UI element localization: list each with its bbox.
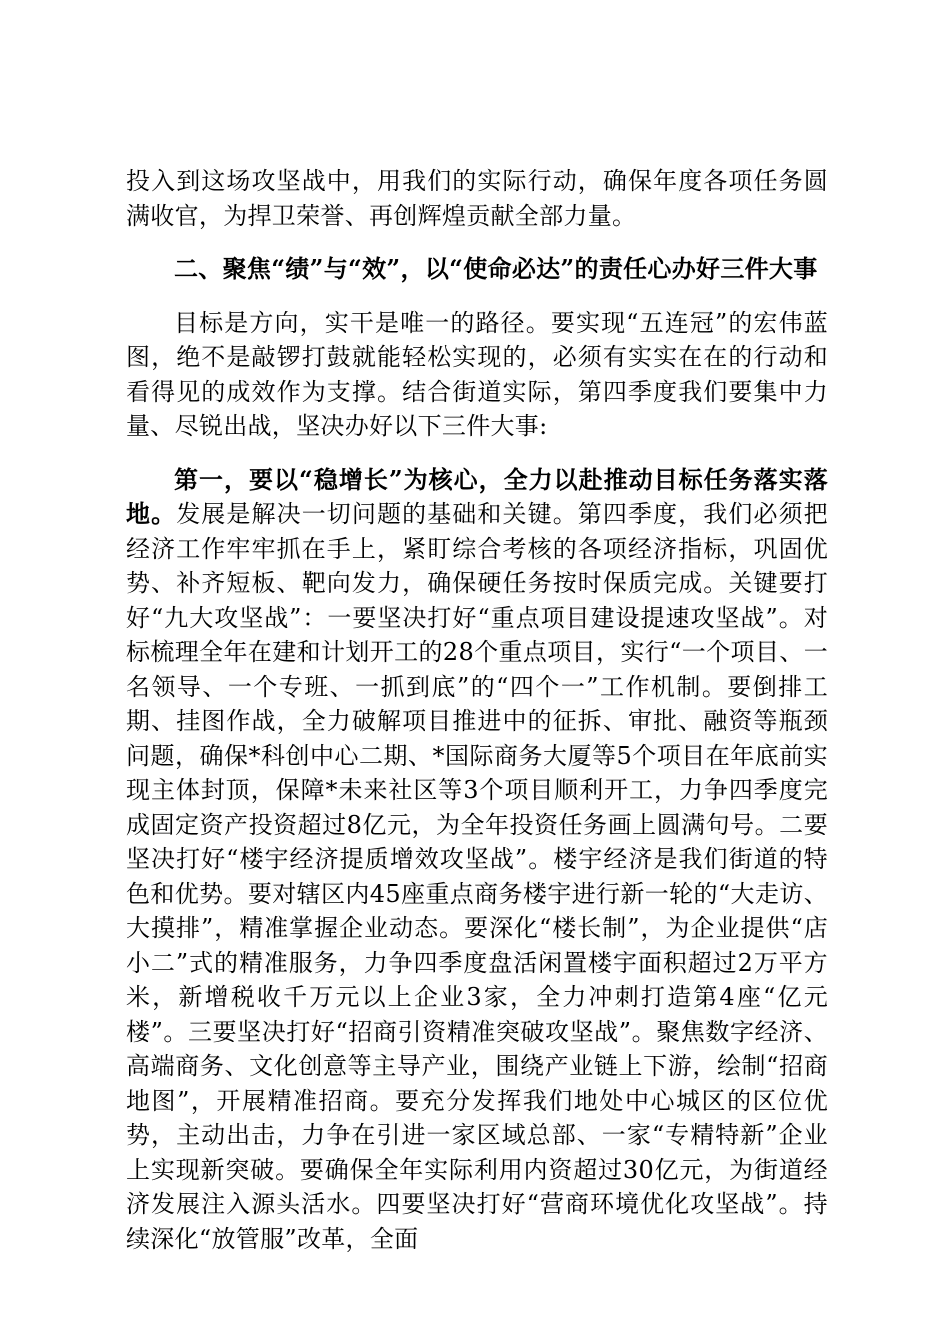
- paragraph-point-one: [126, 463, 828, 1257]
- point-one-body: 发展是解决一切问题的基础和关键。第四季度，我们必须把经济工作牢牢抓在手上，紧盯综合考核的各项经济指标，巩固优势、补齐短板、靶向发力，确保硬任务按时保质完成。关键要打好“九大攻坚战”：一要坚决打好“重点项目建设提速攻坚战”。对标梳理全年在建和计划开工的28个重点项目，实行“一个项目、一名领导、一个专班、一抓到底”的“四个一”工作机制。要倒排工期、挂图作战，全力破解项目推进中的征拆、审批、融资等瓶颈问题，确保*科创中心二期、*国际商务大厦等5个项目在年底前实现主体封顶，保障*未来社区等3个项目顺利开工，力争四季度完成固定资产投资超过8亿元，为全年投资任务画上圆满句号。二要坚决打好“楼宇经济提质增效攻坚战”。楼宇经济是我们街道的特色和优势。要对辖区内45座重点商务楼宇进行新一轮的“大走访、大摸排”，精准掌握企业动态。要深化“楼长制”，为企业提供“店小二”式的精准服务，力争四季度盘活闲置楼宇面积超过2万平方米，新增税收千万元以上企业3家，全力冲刺打造第4座“亿元楼”。三要坚决打好“招商引资精准突破攻坚战”。聚焦数字经济、高端商务、文化创意等主导产业，围绕产业链上下游，绘制“招商地图”，开展精准招商。要充分发挥我们地处中心城区的区位优势，主动出击，力争在引进一家区域总部、一家“专精特新”企业上实现新突破。要确保全年实际利用内资超过30亿元，为街道经济发展注入源头活水。四要坚决打好“营商环境优化攻坚战”。持续深化“放管服”改革，全面: [126, 500, 828, 1253]
- document-body: [126, 164, 828, 1256]
- paragraph-continuation: 投入到这场攻坚战中，用我们的实际行动，确保年度各项任务圆满收官，为捍卫荣誉、再创辉煌贡献全部力量。: [126, 167, 828, 230]
- section-heading: 二、聚焦“绩”与“效”，以“使命必达”的责任心办好三件大事: [174, 254, 818, 283]
- point-one-lead: 第一，要以“稳增长”为核心，全力以赴推动目标任务落实落地。: [126, 464, 828, 528]
- paragraph-intro: 目标是方向，实干是唯一的路径。要实现“五连冠”的宏伟蓝图，绝不是敲锣打鼓就能轻松实现的，必须有实实在在的行动和看得见的成效作为支撑。结合街道实际，第四季度我们要集中力量、尽锐出战，坚决办好以下三件大事:: [126, 308, 828, 440]
